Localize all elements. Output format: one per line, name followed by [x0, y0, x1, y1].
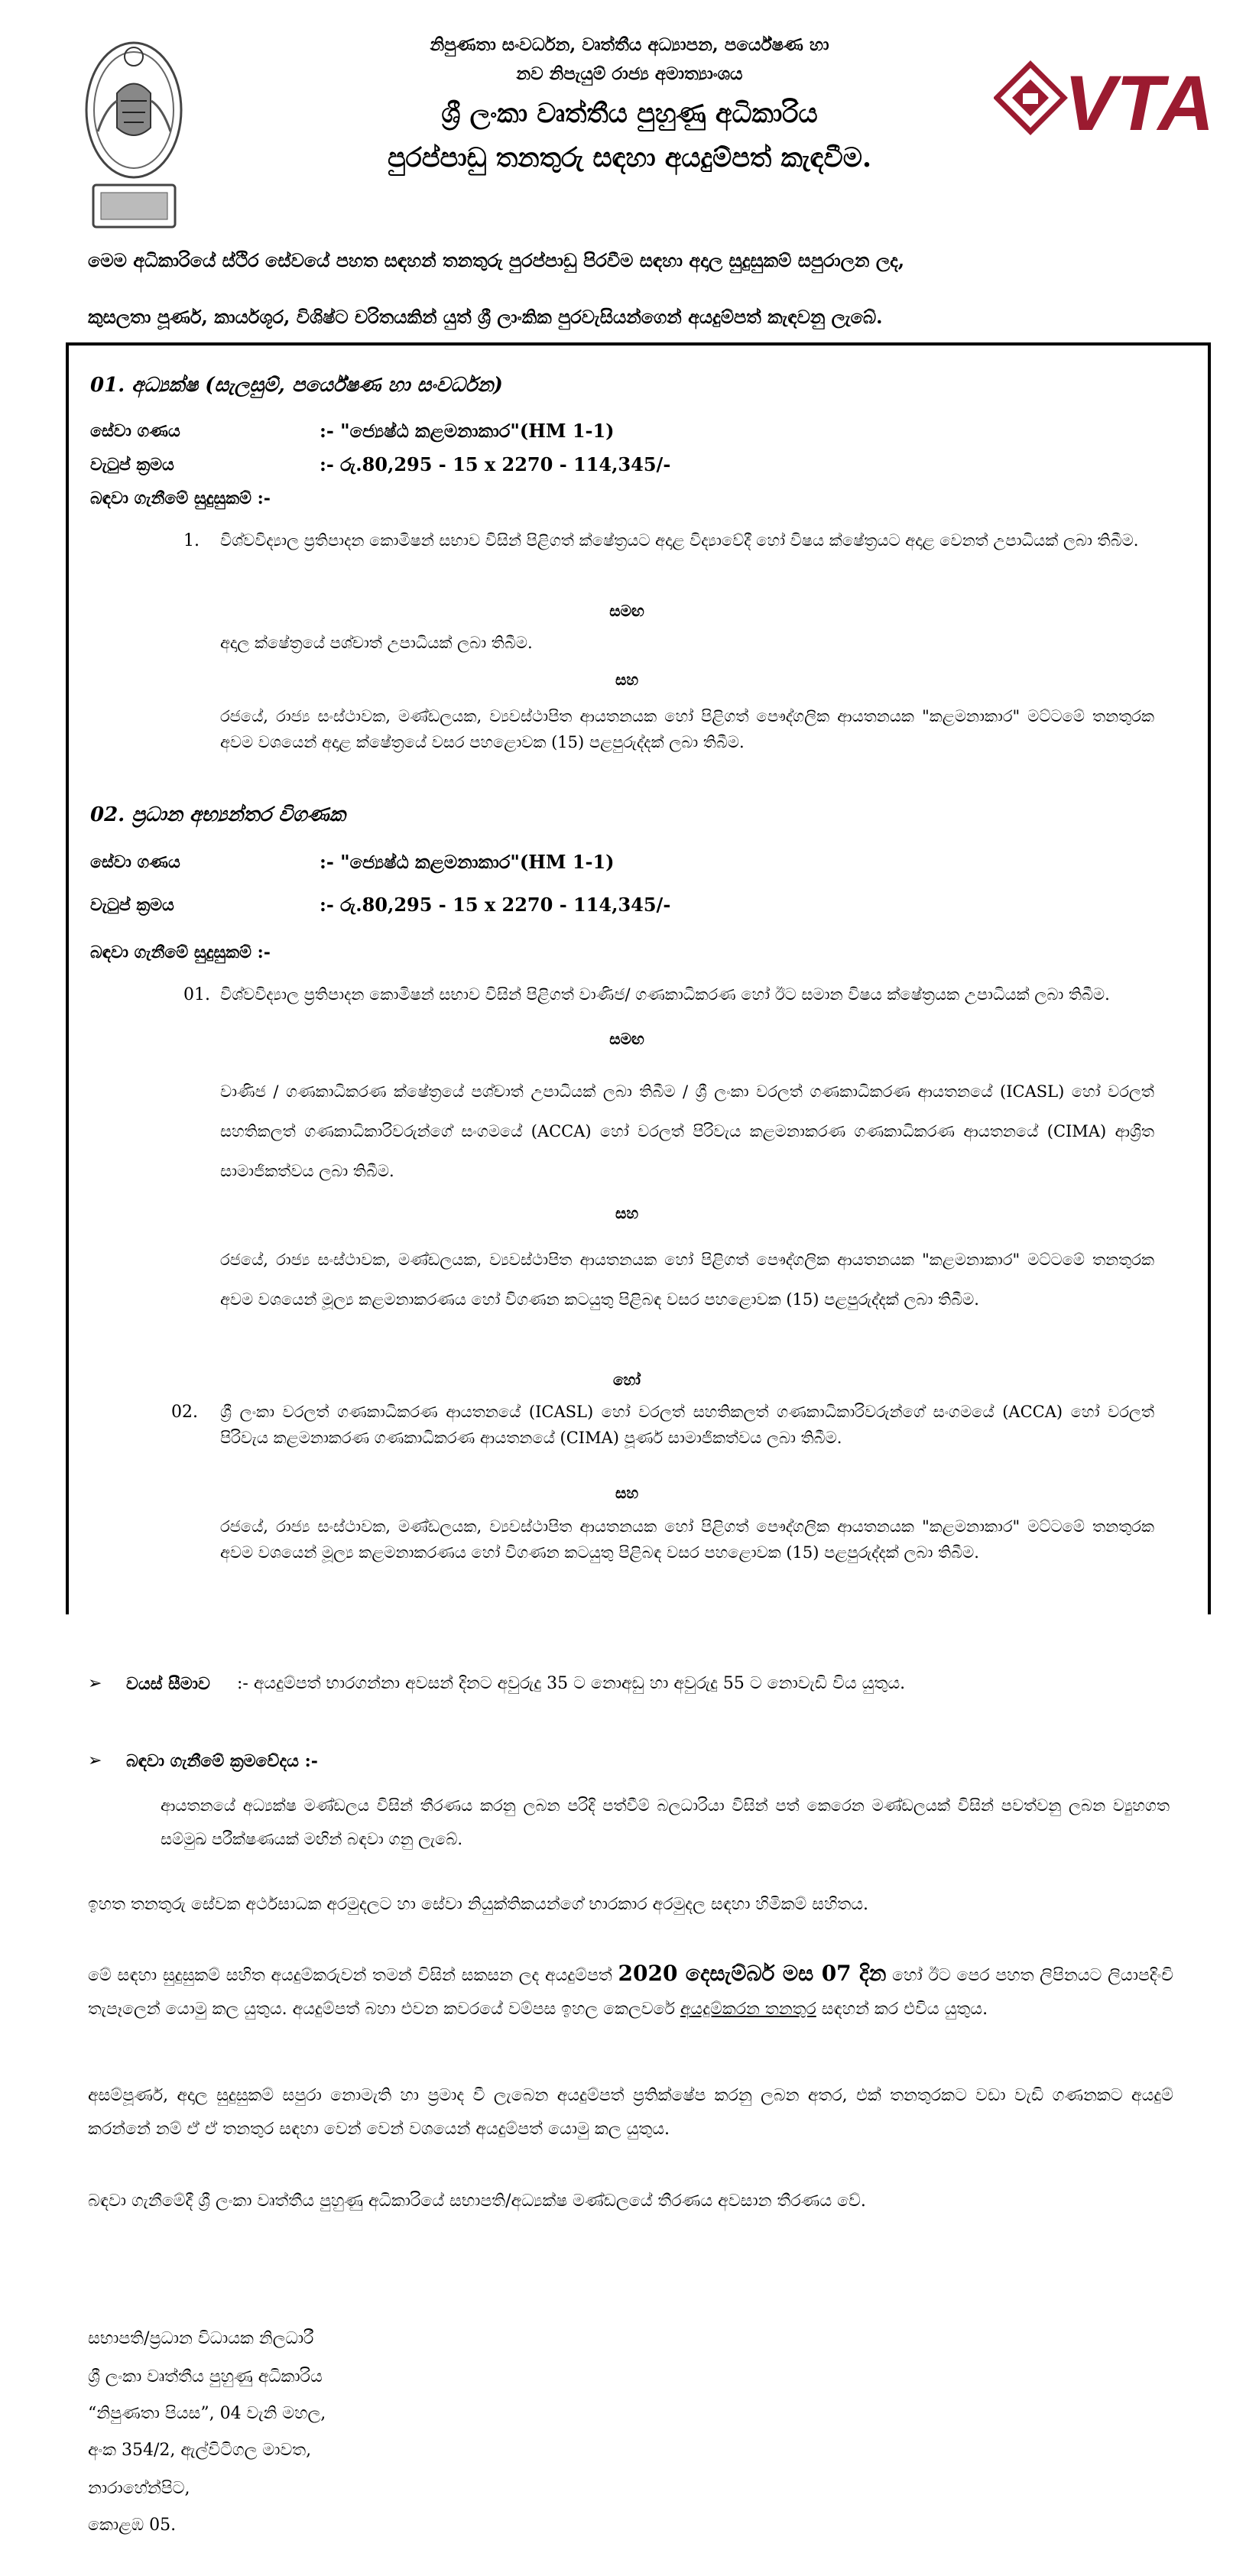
signature-line-3: “නිපුණතා පියස”, 04 වැනි මහල, [88, 2404, 326, 2423]
paragraph-rejection: අසම්පූර්ණ, අදාල සුදුසුකම් සපුරා නොමැති හා ප්‍රමාද වී ලැබෙන අයදුම්පත් ප්‍රතික්ෂේප කරනු ලබන අතර, එක් තනතුරකට වඩා වැඩි ගණනකට අයදුම් කරන්නේ නම් ඒ ඒ තනතුර සඳහා වෙන් වෙන් වශයෙන් අයදුම්පත් යොමු කල යුතුය. [88, 2086, 1173, 2139]
post-2-conj-with: සමඟ [609, 1030, 644, 1048]
sri-lanka-emblem [83, 40, 186, 232]
signature-line-2: ශ්‍රී ලංකා වෘත්තීය පුහුණු අධිකාරිය [88, 2367, 323, 2386]
post-2-salary-label: වැටුප් ක්‍රමය [90, 895, 174, 915]
paragraph-final-decision: බඳවා ගැනීමේදී ශ්‍රී ලංකා වෘත්තීය පුහුණු අධිකාරියේ සභාපති/අධ්‍යක්ෂ මණ්ඩලයේ තීරණය අවසාන තීරණය වේ. [88, 2192, 866, 2211]
submission-text-a: මේ සඳහා සුදුසුකම් සහිත අයදුම්කරුවන් තමන් විසින් සකසන ලද අයදුම්පත් [88, 1966, 618, 1985]
ministry-line-2: නව නිපැයුම් රාජ්‍ය අමාත්‍යාංශය [516, 63, 743, 84]
paragraph-fund: ඉහත තනතුරු සේවක අර්ථසාධක අරමුදලට හා සේවා නියුක්තිකයන්ගේ භාරකාර අරමුදල සඳහා හිමිකම් සහිතය. [88, 1895, 869, 1914]
vta-logo [994, 60, 1238, 144]
post-2-q1-text-2: වාණිජ / ගණකාධිකරණ ක්ෂේත්‍රයේ පශ්චාත් උපාධියක් ලබා තිබීම / ශ්‍රී ලංකා වරලත් ගණකාධිකරණ ආයතනයේ (ICASL) හෝ වරලත් සහතිකලත් ගණකාධිකාරිවරුන්ගේ සංගමයේ (ACCA) හෝ වරලත් පිරිවැය කළමනාකරණ ගණකාධිකරණ ආයතනයේ (CIMA) ආශ්‍රිත සාමාජිකත්වය ලබා තිබීම. [220, 1082, 1154, 1180]
post-2-q1-text-3: රජයේ, රාජ්‍ය සංස්ථාවක, මණ්ඩලයක, ව්‍යවස්ථාපිත ආයතනයක හෝ පිළිගත් පෞද්ගලික ආයතනයක "කළමනාකාර" මට්ටමේ තනතුරක අවම වශයෙන් මූල්‍ය කළමනාකරණය හෝ විගණන කටයුතු පිළිබඳ වසර පහළොවක (15) පළපුරුද්දක් ලබා තිබීම. [220, 1251, 1154, 1309]
age-label: වයස් සීමාව [126, 1674, 210, 1694]
intro-line-1: මෙම අධිකාරියේ ස්ථිර සේවයේ පහත සඳහන් තනතුරු පුරප්පාඩු පිරවීම සඳහා අදාල සුදුසුකම් සපුරාලන ලද, [88, 249, 905, 271]
method-text: ආයතනයේ අධ්‍යක්ෂ මණ්ඩලය විසින් තීරණය කරනු ලබන පරිදි පත්වීම් බලධාරියා විසින් පත් කෙරෙන මණ්ඩලයක් විසින් පවත්වනු ලබන ව්‍යුහගත සම්මුඛ පරීක්ෂණයක් මඟින් බඳවා ගනු ලැබේ. [161, 1796, 1170, 1848]
post-2-title: 02. ප්‍රධාන අභ්‍යන්තර විගණක [90, 803, 346, 826]
post-1-q1-number: 1. [183, 531, 200, 550]
post-2-conj-and-2: සහ [615, 1484, 639, 1502]
vta-logo-text: VTA [1064, 60, 1215, 144]
post-applied-note: අයදුම්කරන තනතුර [680, 2000, 816, 2019]
intro-line-2: කුසලතා පූර්ණ, කාර්යශූර, විශිෂ්ට චරිතයකින් යුත් ශ්‍රී ලාංකික පුරවැසියන්ගෙන් අයදුම්පත් කැඳවනු ලැබේ. [88, 306, 883, 328]
ministry-line-1: නිපුණතා සංවර්ධන, වෘත්තීය අධ්‍යාපන, පර්යේෂණ හා [430, 34, 829, 55]
method-bullet-icon: ➢ [88, 1751, 102, 1770]
paragraph-submission [88, 1957, 1173, 2026]
post-2-salary-value: :- රු.80,295 - 15 x 2270 - 114,345/- [320, 894, 671, 916]
post-2-q1-text: විශ්වවිද්‍යාල ප්‍රතිපාදන කොමිෂන් සභාව විසින් පිළිගත් වාණිජ/ ගණකාධිකරණ හෝ ඊට සමාන විෂය ක්ෂේත්‍රයක උපාධියක් ලබා තිබීම. [220, 985, 1110, 1004]
signature-line-6: කොළඹ 05. [88, 2516, 177, 2535]
notice-title: පුරප්පාඩු තනතුරු සඳහා අයදුම්පත් කැඳවීම. [387, 142, 872, 174]
post-1-qual-label: බඳවා ගැනීමේ සුදුසුකම් :- [90, 488, 271, 508]
post-2-q2-text: ශ්‍රී ලංකා වරලත් ගණකාධිකරණ ආයතනයේ (ICASL) හෝ වරලත් සහතිකලත් ගණකාධිකාරිවරුන්ගේ සංගමයේ (ACCA) හෝ වරලත් පිරිවැය කළමනාකරණ ගණකාධිකරණ ආයතනයේ (CIMA) පූර්ණ සාමාජිකත්වය ලබා තිබීම. [220, 1403, 1154, 1447]
post-2-q2-number: 02. [171, 1403, 198, 1422]
closing-date: 2020 දෙසැම්බර් මස 07 දින [618, 1961, 887, 1986]
age-bullet-icon: ➢ [88, 1674, 102, 1693]
post-2-service-label: සේවා ගණය [90, 852, 180, 872]
signature-line-1: සභාපති/ප්‍රධාන විධායක නිලධාරී [88, 2329, 314, 2348]
submission-text-c: සඳහන් කර එවිය යුතුය. [816, 2000, 988, 2019]
post-1-service-label: සේවා ගණය [90, 421, 180, 441]
post-2-service-value: :- "ජ්‍යෙෂ්ඨ කළමනාකාර"(HM 1-1) [320, 851, 615, 873]
authority-name: ශ්‍රී ලංකා වෘත්තීය පුහුණු අධිකාරිය [441, 98, 818, 129]
post-2-q2-text-2: රජයේ, රාජ්‍ය සංස්ථාවක, මණ්ඩලයක, ව්‍යවස්ථාපිත ආයතනයක හෝ පිළිගත් පෞද්ගලික ආයතනයක "කළමනාකාර" මට්ටමේ තනතුරක අවම වශයෙන් මූල්‍ය කළමනාකරණය හෝ විගණන කටයුතු පිළිබඳ වසර පහළොවක (15) පළපුරුද්දක් ලබා තිබීම. [220, 1517, 1154, 1562]
post-1-salary-label: වැටුප් ක්‍රමය [90, 455, 174, 475]
signature-line-4: අංක 354/2, ඇල්විටිගල මාවත, [88, 2441, 312, 2460]
post-2-conj-or: හෝ [613, 1371, 641, 1389]
post-1-conj-and: සහ [615, 670, 639, 689]
post-1-q1-text-2: අදාල ක්ෂේත්‍රයේ පශ්චාත් උපාධියක් ලබා තිබීම. [220, 634, 533, 652]
post-2-q1-number: 01. [183, 985, 210, 1004]
submission-text-b: හෝ ඊට පෙර පහත ලිපිනයට ලියාපදිංචි තැපෑලෙන් යොමු කල යුතුය. අයදුම්පත් බහා එවන කවරයේ වම්පස ඉහල කෙලවරේ [88, 1966, 1174, 2019]
post-1-salary-value: :- රු.80,295 - 15 x 2270 - 114,345/- [320, 453, 671, 475]
post-1-title: 01. අධ්‍යක්ෂ (සැලසුම්, පර්යේෂණ හා සංවර්ධන) [90, 374, 503, 397]
post-1-service-value: :- "ජ්‍යෙෂ්ඨ කළමනාකාර"(HM 1-1) [320, 420, 615, 442]
age-text: :- අයදුම්පත් භාරගන්නා අවසන් දිනට අවුරුදු 35 ට නොඅඩු හා අවුරුදු 55 ට නොවැඩි විය යුතුය. [237, 1674, 906, 1693]
post-1-q1-text-3: රජයේ, රාජ්‍ය සංස්ථාවක, මණ්ඩලයක, ව්‍යවස්ථාපිත ආයතනයක හෝ පිළිගත් පෞද්ගලික ආයතනයක "කළමනාකාර" මට්ටමේ තනතුරක අවම වශයෙන් අදාළ ක්ෂේත්‍රයේ වසර පහළොවක (15) පළපුරුද්දක් ලබා තිබීම. [220, 707, 1154, 751]
post-1-q1-text: විශ්වවිද්‍යාල ප්‍රතිපාදන කොමිෂන් සභාව විසින් පිළිගත් ක්ෂේත්‍රයට අදාළ විද්‍යාවේදී හෝ විෂය ක්ෂේත්‍රයට අදාළ වෙනත් උපාධියක් ලබා තිබීම. [220, 531, 1139, 550]
post-2-qual-label: බඳවා ගැනීමේ සුදුසුකම් :- [90, 942, 271, 962]
method-label: බඳවා ගැනීමේ ක්‍රමවේදය :- [126, 1751, 318, 1771]
signature-line-5: නාරාහේන්පිට, [88, 2479, 190, 2498]
post-1-conj-with: සමඟ [609, 602, 644, 620]
post-2-conj-and: සහ [615, 1204, 639, 1222]
